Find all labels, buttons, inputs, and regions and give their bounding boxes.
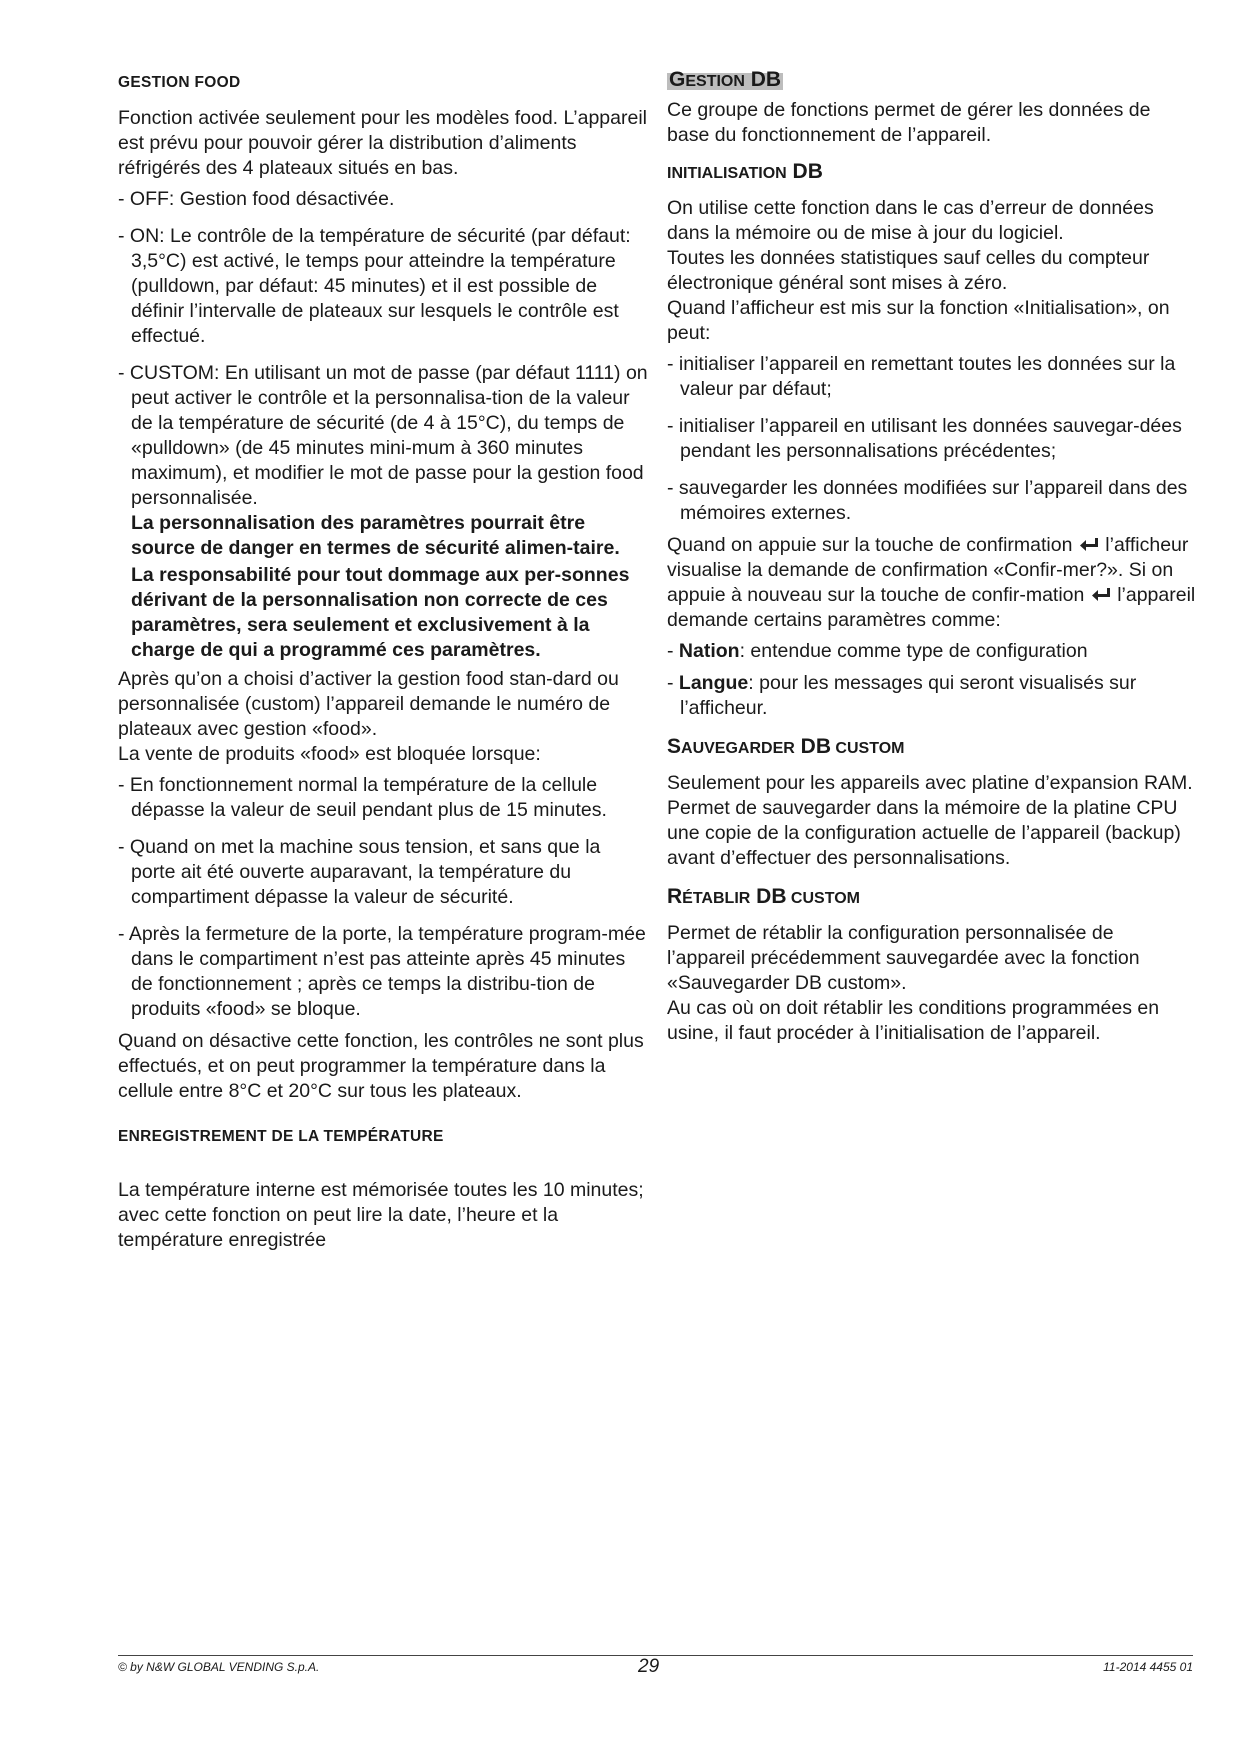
restore-p2: Au cas où on doit rétablir les conditions programmées en usine, il faut procéder à l’initialisation de l’appareil.	[667, 997, 1160, 1044]
init-p3: Quand l’afficheur est mis sur la fonction «Initialisation», on peut:	[667, 297, 1170, 344]
heading-gestion-db	[667, 68, 1197, 94]
heading-initialisation-db: INITIALISATION DB	[667, 160, 823, 183]
temperature-text: La température interne est mémorisée toutes les 10 minutes; avec cette fonction on peut lire la date, l’heure et la température enregistrée	[118, 1179, 644, 1251]
save-p2: Permet de sauvegarder dans la mémoire de la platine CPU une copie de la configuration actuelle de l’appareil (backup) avant d’effectuer des personnalisations.	[667, 797, 1181, 869]
heading-retablir-db: RÉTABLIR DB CUSTOM	[667, 885, 860, 908]
warning-2: La responsabilité pour tout dommage aux per-sonnes dérivant de la personnalisation non correcte de ces paramètres, sera seulement et exclusivement à la charge de qui a programmé ces paramètres.	[131, 564, 630, 661]
deactivate-text: Quand on désactive cette fonction, les contrôles ne sont plus effectués, et on peut programmer la température dans la cellule entre 8°C et 20°C sur tous les plateaux.	[118, 1030, 644, 1102]
after-choice: Après qu’on a choisi d’activer la gestion food stan-dard ou personnalisée (custom) l’appareil demande le numéro de plateaux avec gestion «food».	[118, 668, 619, 740]
heading-enregistrement: ENREGISTREMENT DE LA TEMPÉRATURE	[118, 1128, 444, 1145]
blocked-item-1: - En fonctionnement normal la température de la cellule dépasse la valeur de seuil pendant plus de 15 minutes.	[118, 774, 607, 821]
heading-highlight: GESTION DB	[669, 68, 782, 91]
init-p1: On utilise cette fonction dans le cas d’erreur de données dans la mémoire ou de mise à jour du logiciel.	[667, 197, 1154, 244]
init-item-3: - sauvegarder les données modifiées sur l’appareil dans des mémoires externes.	[667, 477, 1188, 524]
blocked-item-3: - Après la fermeture de la porte, la température program-mée dans le compartiment n’est pas atteinte après 45 minutes de fonctionnement ; après ce temps la distribu-tion de produits «food» se bloque.	[118, 923, 646, 1020]
option-on: - ON: Le contrôle de la température de sécurité (par défaut: 3,5°C) est activé, le temps pour atteindre la température (pulldown, par défaut: 45 minutes) et il est possible de définir l’intervalle de plateaux sur lesquels le contrôle est effectué.	[118, 225, 631, 347]
restore-p1: Permet de rétablir la configuration personnalisée de l’appareil précédemment sauvegardée avec la fonction «Sauvegarder DB custom».	[667, 922, 1140, 994]
init-item-2: - initialiser l’appareil en utilisant les données sauvegar-dées pendant les personnalisations précédentes;	[667, 415, 1182, 462]
left-column	[118, 68, 648, 1253]
nation-item: - Nation: entendue comme type de configuration	[667, 640, 1088, 662]
document-code: 11-2014 4455 01	[1103, 1660, 1193, 1674]
confirm-paragraph: Quand on appuie sur la touche de confirmation l’afficheur visualise la demande de confirmation «Confir-mer?». Si on appuie à nouveau sur la touche de confir-mation l’appareil demande certains paramètres comme:	[667, 534, 1196, 631]
option-custom: - CUSTOM: En utilisant un mot de passe (par défaut 1111) on peut activer le contrôle et la personnalisa-tion de la valeur de la température de sécurité (de 4 à 15°C), du temps de «pulldown» (de 45 minutes mini-mum à 360 minutes maximum), et modifier le mot de passe pour la gestion food personnalisée.	[118, 362, 648, 509]
option-off: - OFF: Gestion food désactivée.	[118, 188, 395, 210]
food-intro: Fonction activée seulement pour les modèles food. L’appareil est prévu pour pouvoir gérer la distribution d’aliments réfrigérés des 4 plateaux situés en bas.	[118, 107, 647, 179]
init-item-1: - initialiser l’appareil en remettant toutes les données sur la valeur par défaut;	[667, 353, 1176, 400]
page-number: 29	[638, 1656, 660, 1677]
heading-gestion-food: GESTION FOOD	[118, 74, 241, 91]
save-p1: Seulement pour les appareils avec platine d’expansion RAM.	[667, 772, 1193, 794]
enter-key-icon	[1090, 587, 1112, 603]
enter-key-icon	[1078, 537, 1100, 553]
init-p2: Toutes les données statistiques sauf celles du compteur électronique général sont mises à zéro.	[667, 247, 1150, 294]
right-column	[667, 68, 1197, 1046]
blocked-intro: La vente de produits «food» est bloquée lorsque:	[118, 743, 541, 765]
warning-1: La personnalisation des paramètres pourrait être source de danger en termes de sécurité alimen-taire.	[131, 512, 620, 559]
footer-copyright: © by N&W GLOBAL VENDING S.p.A.	[118, 1660, 320, 1674]
heading-sauvegarder-db: SAUVEGARDER DB CUSTOM	[667, 735, 905, 758]
langue-item: - Langue: pour les messages qui seront visualisés sur l’afficheur.	[667, 672, 1137, 719]
blocked-item-2: - Quand on met la machine sous tension, et sans que la porte ait été ouverte auparavant, la température du compartiment dépasse la valeur de sécurité.	[118, 836, 601, 908]
db-intro: Ce groupe de fonctions permet de gérer les données de base du fonctionnement de l’appareil.	[667, 99, 1151, 146]
